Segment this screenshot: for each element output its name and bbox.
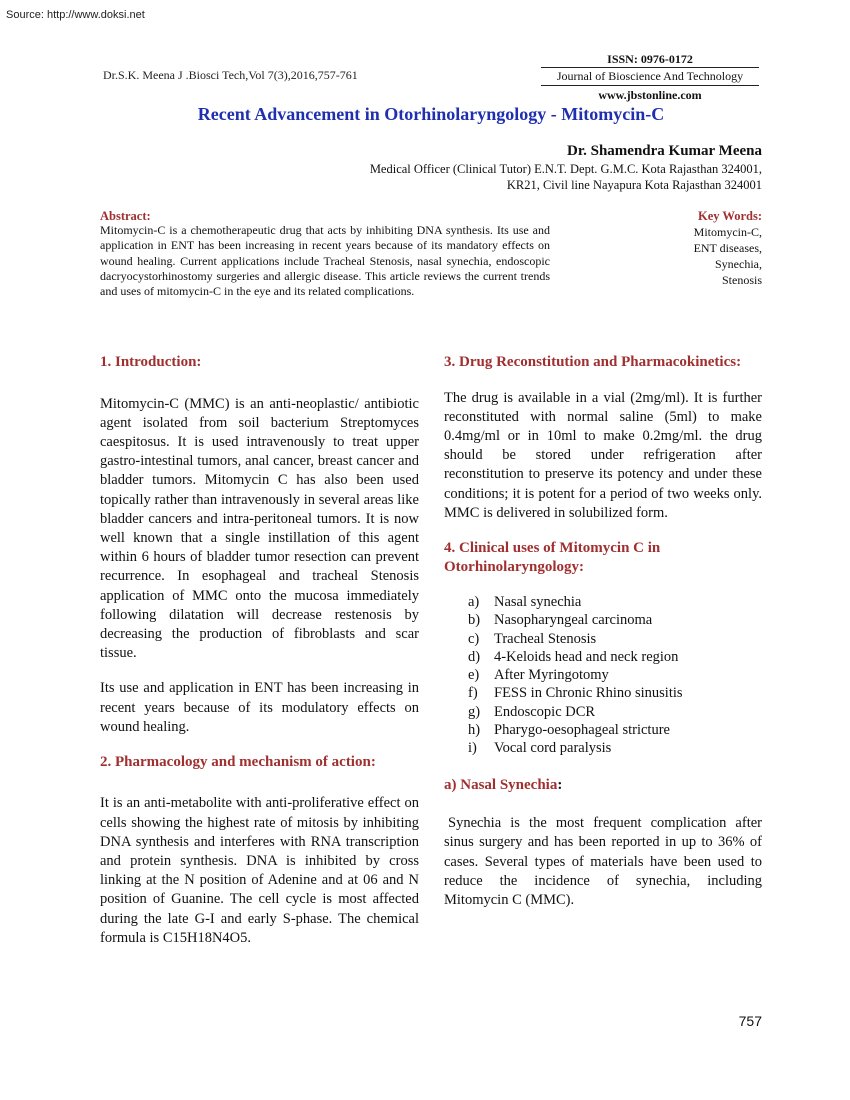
journal-website[interactable]: www.jbstonline.com — [598, 88, 702, 102]
keyword: Mitomycin-C, — [693, 225, 762, 239]
list-item: b) Nasopharyngeal carcinoma — [468, 612, 653, 629]
clinical-uses-heading: 4. Clinical uses of Mitomycin C in Otorhinolaryngology: — [444, 539, 661, 576]
list-item: d) 4-Keloids head and neck region — [468, 648, 679, 665]
reconstitution-paragraph: The drug is available in a vial (2mg/ml). It is further reconstituted with normal saline (5ml) to make 0.4mg/ml or in 10ml to make 0.2mg/ml. the drug should be stored under refrigeration after reconstitution to preserve its potency and under these conditions; it is potent for a period of two weeks only. MMC is delivered in solubilized form. — [444, 389, 762, 521]
citation-header: Dr.S.K. Meena J .Biosci Tech,Vol 7(3),2016,757-761 — [103, 68, 358, 82]
page-number: 757 — [738, 1013, 762, 1029]
list-item: h) Pharygo-oesophageal stricture — [468, 722, 670, 738]
pharmacology-heading: 2. Pharmacology and mechanism of action: — [100, 753, 376, 770]
keyword: Synechia, — [715, 257, 762, 271]
clinical-uses-list — [444, 593, 762, 758]
header-rule-bottom — [541, 85, 759, 86]
affiliation-line-1: Medical Officer (Clinical Tutor) E.N.T. Dept. G.M.C. Kota Rajasthan 324001, — [369, 162, 762, 176]
nasal-synechia-heading: a) Nasal Synechia: — [444, 776, 563, 793]
list-item: a) Nasal synechia — [468, 593, 582, 610]
keyword: Stenosis — [721, 273, 762, 287]
reconstitution-heading: 3. Drug Reconstitution and Pharmacokinetics: — [444, 354, 742, 370]
journal-name: Journal of Bioscience And Technology — [556, 69, 744, 83]
keywords-heading: Key Words: — [697, 209, 762, 223]
paper-title: Recent Advancement in Otorhinolaryngology - Mitomycin-C — [197, 104, 665, 124]
intro-paragraph-1: Mitomycin-C (MMC) is an anti-neoplastic/ antibiotic agent isolated from soil bacterium Streptomyces caespitosus. It is used intravenously to treat upper gastro-intestinal tumors, anal cancer, breast cancer and bladder tumors. Mitomycin C has also been used topically rather than intravenously in several areas like bladder cancers and intra-peritoneal tumors. It is now well known that a single instillation of this agent within 6 hours of bladder tumor resection can prevent recurrence. In esophageal and tracheal Stenosis application of MMC onto the mucosa immediately following dilatation will decrease restenosis by decreasing the production of fibroblasts and scar tissue. — [100, 395, 419, 662]
list-item: f) FESS in Chronic Rhino sinusitis — [468, 685, 683, 702]
pharmacology-paragraph: It is an anti-metabolite with anti-proliferative effect on cells showing the highest rate of mitosis by inhibiting DNA synthesis and interferes with RNA transcription and protein synthesis. DNA is inhibited by cross linking at the N position of Adenine and at 06 and N position of Guanine. The cell cycle is most affected during the late G-I and early S-phase. The chemical formula is C15H18N4O5. — [100, 795, 419, 946]
list-item: i) Vocal cord paralysis — [468, 740, 612, 757]
header-rule-top — [541, 67, 759, 68]
issn: ISSN: 0976-0172 — [607, 52, 693, 66]
abstract-text: Mitomycin-C is a chemotherapeutic drug that acts by inhibiting DNA synthesis. Its use and application in ENT has been increasing in recent years because of its mandatory effects on wound healing. Current applications include Tracheal Stenosis, nasal synechia, endoscopic dacryocystorhinostomy surgeries and allergic disease. This article reviews the current trends and uses of mitomycin-C in the eye and its related complications. — [100, 223, 550, 299]
affiliation-line-2: KR21, Civil line Nayapura Kota Rajasthan 324001 — [506, 178, 762, 192]
intro-heading: 1. Introduction: — [100, 354, 202, 370]
right-column — [444, 353, 762, 910]
keyword: ENT diseases, — [693, 241, 762, 255]
abstract-heading: Abstract: — [100, 209, 151, 223]
list-item: c) Tracheal Stenosis — [468, 630, 597, 647]
author-affiliation — [292, 161, 762, 193]
nasal-synechia-paragraph: Synechia is the most frequent complication after sinus surgery and has been reported in up to 36% of cases. Several types of materials have been used to reduce the incidence of synechia, including Mitomycin C (MMC). — [444, 815, 762, 908]
intro-paragraph-2: Its use and application in ENT has been increasing in recent years because of its modulatory effects on wound healing. — [100, 680, 419, 735]
author-name: Dr. Shamendra Kumar Meena — [567, 143, 762, 159]
list-item: g) Endoscopic DCR — [468, 703, 596, 720]
source-url: Source: http://www.doksi.net — [6, 9, 145, 21]
left-column — [100, 353, 419, 948]
keywords-list — [622, 224, 762, 288]
list-item: e) After Myringotomy — [468, 667, 609, 684]
